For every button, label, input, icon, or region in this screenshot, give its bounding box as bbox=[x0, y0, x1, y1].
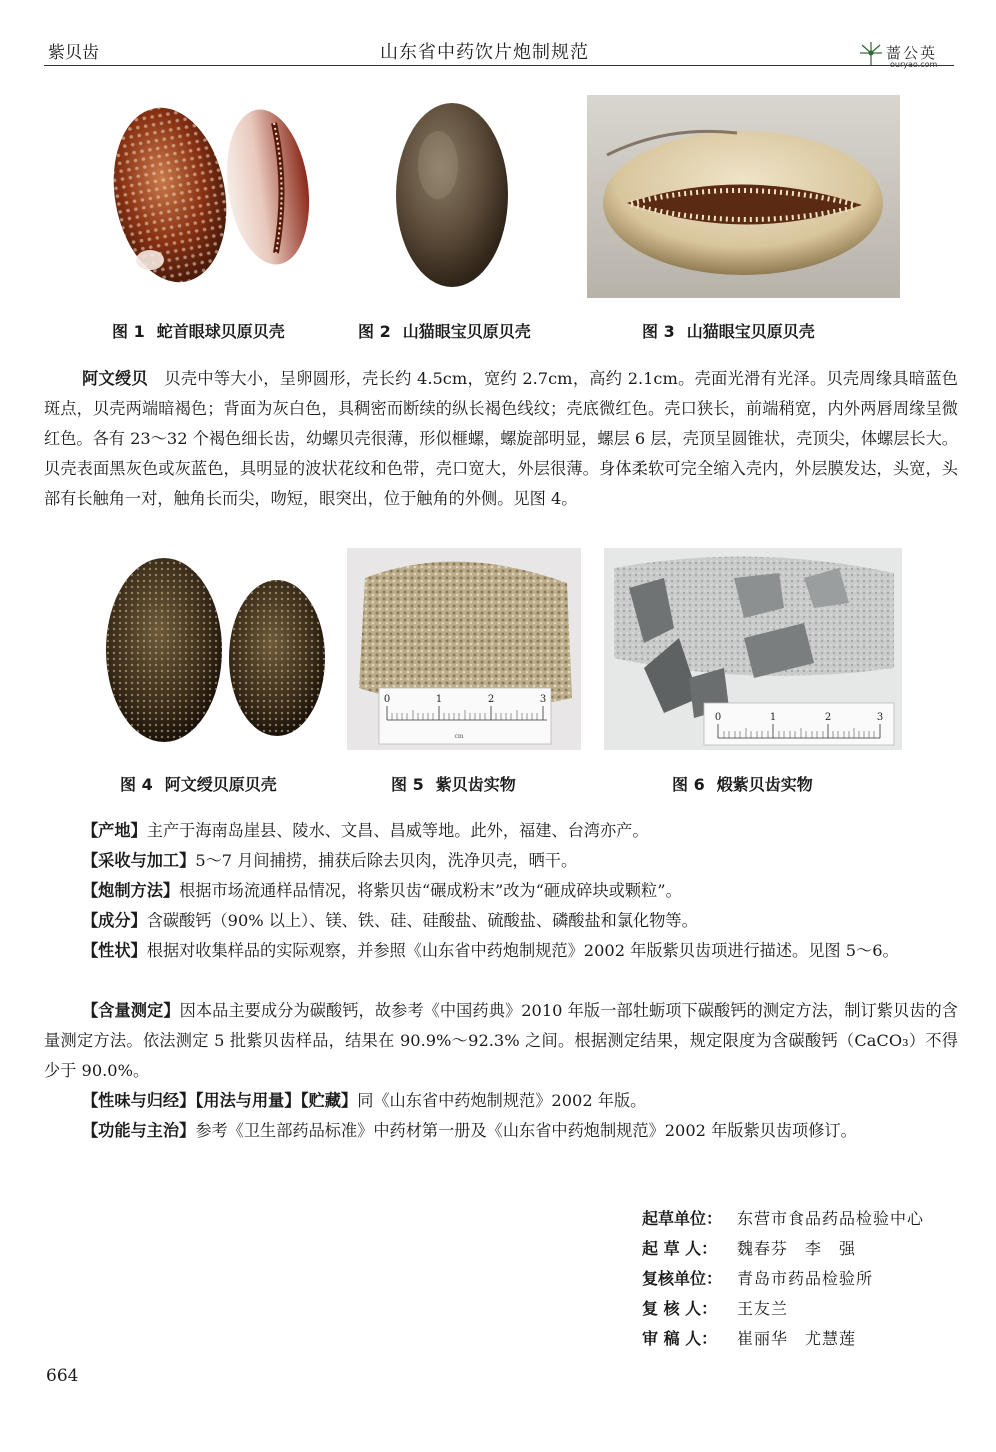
credits-block bbox=[642, 1204, 924, 1354]
figure-3-shell-photo bbox=[587, 95, 900, 298]
section-components: 【成分】含碳酸钙（90% 以上）、镁、铁、硅、硅酸盐、硫酸盐、磷酸盐和氯化物等。 bbox=[82, 911, 698, 930]
logo-text: 蔷公英 bbox=[886, 44, 938, 62]
section-origin: 【产地】主产于海南岛崖县、陵水、文昌、昌威等地。此外，福建、台湾亦产。 bbox=[82, 821, 649, 840]
credit-reviewer: 复 核 人： 王友兰 bbox=[642, 1299, 789, 1318]
section-properties: 【性状】根据对收集样品的实际观察，并参照《山东省中药炮制规范》2002 年版紫贝齿项进行描述。见图 5～6。 bbox=[82, 941, 899, 960]
figure-4-caption: 图 4 阿文绶贝原贝壳 bbox=[120, 775, 277, 794]
figure-1-caption: 图 1 蛇首眼球贝原贝壳 bbox=[112, 322, 285, 341]
ruler5-tick-1: 1 bbox=[435, 694, 443, 705]
awen-description bbox=[44, 364, 958, 514]
figure-6-calcined-photo bbox=[604, 548, 902, 750]
section-assay: 【含量测定】因本品主要成分为碳酸钙，故参考《中国药典》2010 年版一部牡蛎项下碳酸钙的测定方法，制订紫贝齿的含量测定方法。依法测定 5 批紫贝齿样品，结果在 90.9%～92.3% 之间。根据测定结果，规定限度为含碳酸钙（CaCO₃）不得少于 90.0%。 bbox=[44, 1001, 958, 1080]
dandelion-logo-icon bbox=[858, 40, 884, 66]
header-rule bbox=[44, 65, 954, 66]
figure-4-shell-photo bbox=[99, 548, 331, 752]
ruler6-tick-2: 2 bbox=[824, 712, 832, 723]
credit-drafter: 起 草 人： 魏春芬 李 强 bbox=[642, 1239, 857, 1258]
ruler6-tick-3: 3 bbox=[876, 712, 884, 723]
awen-text: 贝壳中等大小，呈卵圆形，壳长约 4.5cm，宽约 2.7cm，高约 2.1cm。壳面光滑有光泽。贝壳周缘具暗蓝色斑点，贝壳两端暗褐色；背面为灰白色，具稠密而断续的纵长褐色线纹；壳底微红色。壳口狭长，前端稍宽，内外两唇周缘呈微红色。各有 23～32 个褐色细长齿，幼螺贝壳很薄，形似榧螺，螺旋部明显，螺层 6 层，壳顶呈圆锥状，壳顶尖，体螺层长大。贝壳表面黑灰色或灰蓝色，具明显的波状花纹和色带，壳口宽大，外层很薄。身体柔软可完全缩入壳内，外层膜发达，头宽，头部有长触角一对，触角长而尖，吻短，眼突出，位于触角的外侧。见图 4。 bbox=[44, 369, 958, 508]
section-processing: 【炮制方法】根据市场流通样品情况，将紫贝齿“碾成粉末”改为“砸成碎块或颗粒”。 bbox=[82, 881, 682, 900]
section-function: 【功能与主治】参考《卫生部药品标准》中药材第一册及《山东省中药炮制规范》2002 年版紫贝齿项修订。 bbox=[82, 1121, 857, 1140]
page-number: 664 bbox=[46, 1366, 79, 1386]
ruler5-tick-0: 0 bbox=[383, 694, 391, 705]
credit-review-unit: 复核单位： 青岛市药品检验所 bbox=[642, 1269, 874, 1288]
figure-2-caption: 图 2 山猫眼宝贝原贝壳 bbox=[358, 322, 531, 341]
figure-2-shell-photo bbox=[380, 95, 520, 295]
ruler5-unit: cm bbox=[454, 733, 464, 740]
ruler6-tick-0: 0 bbox=[714, 712, 722, 723]
credit-drafting-unit: 起草单位： 东营市食品药品检验中心 bbox=[642, 1209, 925, 1228]
awen-lead: 阿文绶贝 bbox=[82, 369, 148, 388]
header-section-title: 紫贝齿 bbox=[48, 43, 99, 63]
figure-3-caption: 图 3 山猫眼宝贝原贝壳 bbox=[642, 322, 815, 341]
figure-5-caption: 图 5 紫贝齿实物 bbox=[391, 775, 516, 794]
section-nature-usage-storage: 【性味与归经】【用法与用量】【贮藏】同《山东省中药炮制规范》2002 年版。 bbox=[82, 1091, 647, 1110]
figure-1-shell-photo bbox=[98, 95, 328, 295]
ruler5-tick-2: 2 bbox=[487, 694, 495, 705]
ruler5-tick-3: 3 bbox=[539, 694, 547, 705]
header-book-title: 山东省中药饮片炮制规范 bbox=[380, 42, 589, 63]
ruler6-tick-1: 1 bbox=[769, 712, 777, 723]
logo-url: ouryao.com bbox=[890, 60, 938, 69]
figure-5-granules-photo bbox=[347, 548, 581, 750]
credit-editor: 审 稿 人： 崔丽华 尤慧莲 bbox=[642, 1329, 857, 1348]
section-harvest: 【采收与加工】5～7 月间捕捞，捕获后除去贝肉，洗净贝壳，晒干。 bbox=[82, 851, 578, 870]
figure-6-caption: 图 6 煅紫贝齿实物 bbox=[672, 775, 813, 794]
